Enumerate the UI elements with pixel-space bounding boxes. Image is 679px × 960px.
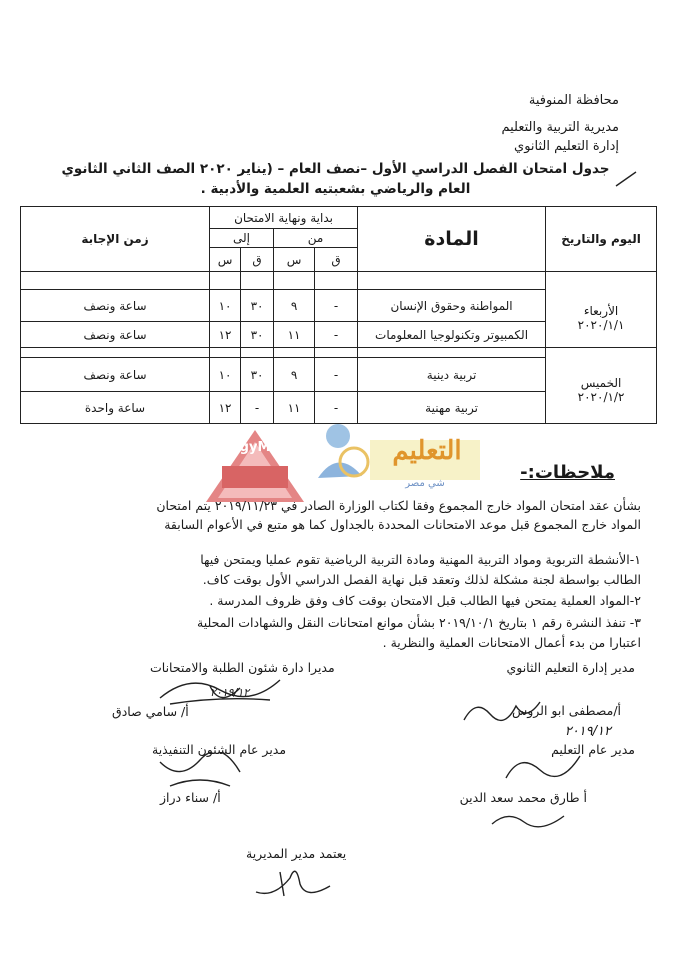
header-to: إلى (210, 229, 274, 248)
table-row (21, 290, 657, 322)
from-hour-cell: ١١ (274, 322, 315, 348)
exam-schedule-table (20, 206, 657, 424)
from-hour-cell: ٩ (274, 358, 315, 392)
duration-cell: ساعة واحدة (21, 392, 210, 424)
header-day-date: اليوم والتاريخ (546, 207, 657, 272)
to-hour-cell: ١٠ (210, 358, 241, 392)
header-from: من (274, 229, 358, 248)
day-cell (546, 290, 657, 348)
signature-gm-exec-icon (150, 752, 250, 794)
watermark-tagline: شي مصر (405, 478, 445, 489)
egyme-logo-text: EgyMe (230, 440, 280, 455)
stray-mark-icon (614, 168, 638, 188)
notes-item1-line1: ١-الأنشطة التربوية ومواد التربية المهنية ومادة التربية الرياضية تقوم عمليا ويمتحن فيها (200, 552, 641, 567)
sec-director-title: مدير إدارة التعليم الثانوي (506, 660, 635, 675)
notes-item1-line2: الطالب بواسطة لجنة مشكلة لذلك وتعقد قبل نهاية الفصل الدراسي الأول بوقت كاف. (202, 572, 641, 587)
signature-approval-icon (250, 858, 340, 904)
gm-education-title: مدير عام التعليم (551, 742, 635, 757)
subject-cell: الكمبيوتر وتكنولوجيا المعلومات (358, 322, 546, 348)
gm-education-name: أ طارق محمد سعد الدين (459, 790, 587, 805)
header-answer-time: زمن الإجابة (21, 207, 210, 272)
sec-director-name: أ/مصطفى ابو الروس (511, 703, 621, 718)
table-row (21, 358, 657, 392)
notes-item3-line1: ٣- تنفذ النشرة رقم ١ بتاريخ ٢٠١٩/١٠/١ بشأن موانع امتحانات النقل والشهادات المحلية (197, 615, 641, 630)
watermark-brand: التعليم (392, 436, 462, 466)
signature-gm-education-icon (500, 744, 590, 788)
directorate-label: مديرية التربية والتعليم (501, 120, 619, 135)
subject-cell: المواطنة وحقوق الإنسان (358, 290, 546, 322)
to-hour-cell: ١٢ (210, 322, 241, 348)
to-hour-cell: ١٢ (210, 392, 241, 424)
header-start-end: بداية ونهاية الامتحان (210, 207, 358, 229)
child-reading-icon (308, 418, 372, 488)
subject-cell: تربية دينية (358, 358, 546, 392)
duration-cell: ساعة ونصف (21, 290, 210, 322)
from-minute-cell: - (315, 290, 358, 322)
day-cell (546, 358, 657, 424)
duration-cell: ساعة ونصف (21, 322, 210, 348)
to-minute-cell: - (241, 392, 274, 424)
duration-cell: ساعة ونصف (21, 358, 210, 392)
to-minute-cell: ٣٠ (241, 358, 274, 392)
gm-exec-name: أ/ سناء دراز (160, 790, 221, 805)
header-from-minute: ق (315, 248, 358, 272)
subject-cell: تربية مهنية (358, 392, 546, 424)
affairs-director-title: مديرا دارة شئون الطلبة والامتحانات (150, 660, 335, 675)
to-hour-cell: ١٠ (210, 290, 241, 322)
to-minute-cell: ٣٠ (241, 290, 274, 322)
from-hour-cell: ٩ (274, 290, 315, 322)
header-to-minute: ق (241, 248, 274, 272)
governorate-label: محافظة المنوفية (528, 93, 619, 108)
notes-heading: ملاحظات:- (520, 462, 615, 483)
header-from-hour: س (274, 248, 315, 272)
administration-label: إدارة التعليم الثانوي (514, 139, 619, 154)
gm-exec-title: مدير عام الشئون التنفيذية (152, 742, 287, 757)
day-date: ٢٠٢٠/١/١ (577, 318, 625, 333)
day-date: ٢٠٢٠/١/٢ (577, 390, 625, 405)
approval-label: يعتمد مدير المديرية (246, 846, 347, 861)
header-to-hour: س (210, 248, 241, 272)
notes-intro-line1: بشأن عقد امتحان المواد خارج المجموع وفقا لكتاب الوزارة الصادر في ٢٠١٩/١١/٢٣ يتم امتحان (156, 498, 641, 513)
from-minute-cell: - (315, 322, 358, 348)
schedule-title-line1: جدول امتحان الفصل الدراسي الأول –نصف العام – (يناير ٢٠٢٠ الصف الثاني الثانوي (61, 161, 610, 177)
to-minute-cell: ٣٠ (241, 322, 274, 348)
day-name: الأربعاء (583, 304, 619, 319)
notes-item3-line2: اعتبارا من بدء أعمال الامتحانات العملية والنظرية . (382, 635, 641, 650)
sec-director-date: ٢٠١٩/١٢ (564, 724, 611, 739)
affairs-director-name: أ/ سامي صادق (112, 704, 189, 719)
day-name: الخميس (580, 376, 622, 391)
schedule-title-line2: العام والرياضي بشعبتيه العلمية والأدبية . (200, 181, 471, 197)
header-subject: المادة (358, 207, 546, 272)
signature-gm-education-date-icon (488, 806, 568, 830)
affairs-director-date: ٢٠١٩/١٢ (210, 686, 250, 699)
notes-intro-line2: المواد خارج المجموع قبل موعد الامتحانات المحددة بالجداول كما هو متبع في الأعوام السابقة (164, 517, 641, 532)
from-minute-cell: - (315, 358, 358, 392)
notes-item2: ٢-المواد العملية يمتحن فيها الطالب قبل الامتحان بوقت كاف وفق ظروف المدرسة . (209, 593, 641, 608)
from-hour-cell: ١١ (274, 392, 315, 424)
from-minute-cell: - (315, 392, 358, 424)
